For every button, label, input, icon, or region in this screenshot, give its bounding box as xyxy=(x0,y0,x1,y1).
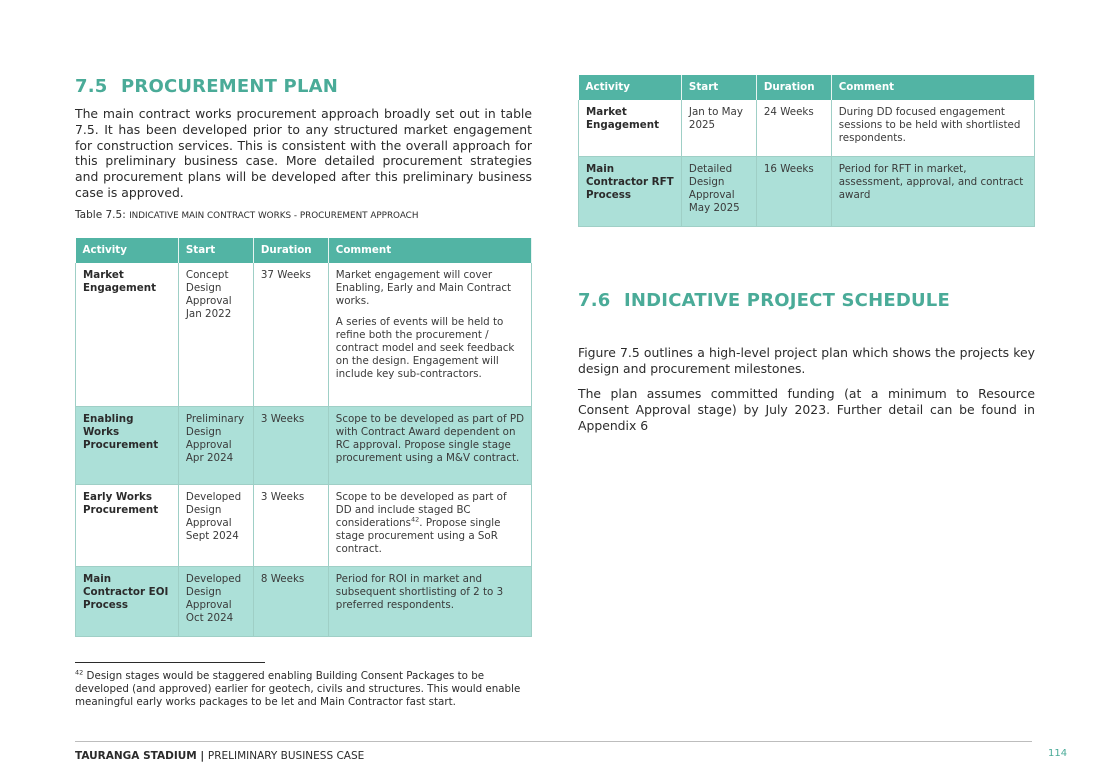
cell-comment: Scope to be developed as part of PD with Contract Award dependent on RC approval. Propose single stage procurement using a M&V contract. xyxy=(328,406,531,484)
table-row xyxy=(76,566,532,636)
header-duration: Duration xyxy=(756,75,831,100)
footer-doc: PRELIMINARY BUSINESS CASE xyxy=(207,750,365,762)
cell-duration: 3 Weeks xyxy=(253,484,328,566)
comment-paragraph: Market engagement will cover Enabling, Early and Main Contract works. xyxy=(335,269,512,307)
table-row xyxy=(76,263,532,406)
cell-duration: 37 Weeks xyxy=(253,263,328,406)
cell-activity: Enabling Works Procurement xyxy=(76,406,179,484)
comment-text: . Propose single stage procurement using a SoR contract. xyxy=(335,516,501,555)
cell-activity: Main Contractor RFT Process xyxy=(579,156,682,226)
header-comment: Comment xyxy=(328,238,531,263)
footer-separator: | xyxy=(196,750,208,762)
table-row xyxy=(76,406,532,484)
table-row xyxy=(76,484,532,566)
table-caption xyxy=(75,209,535,221)
cell-activity: Early Works Procurement xyxy=(76,484,179,566)
cell-comment xyxy=(328,263,531,406)
schedule-paragraph-1: Figure 7.5 outlines a high-level project plan which shows the projects key design and procurement milestones. xyxy=(578,345,1035,376)
section-number: 7.5 xyxy=(75,76,108,97)
cell-duration: 24 Weeks xyxy=(756,100,831,156)
procurement-table-left xyxy=(75,238,532,637)
cell-start: Concept Design Approval Jan 2022 xyxy=(178,263,253,406)
section-7-5-heading xyxy=(75,76,338,97)
cell-comment: Period for RFT in market, assessment, approval, and contract award xyxy=(831,156,1034,226)
header-activity: Activity xyxy=(579,75,682,100)
procurement-table-right xyxy=(578,75,1035,227)
cell-activity: Market Engagement xyxy=(76,263,179,406)
page-number: 114 xyxy=(1048,748,1068,759)
procurement-paragraph: The main contract works procurement approach broadly set out in table 7.5. It has been developed prior to any structured market engagement for construction services. This is consistent with the overall approach for this preliminary business case. More detailed procurement strategies and procurement plans will be developed after this preliminary business case is approved. xyxy=(75,106,532,200)
cell-activity: Market Engagement xyxy=(579,100,682,156)
header-activity: Activity xyxy=(76,238,179,263)
section-title: INDICATIVE PROJECT SCHEDULE xyxy=(624,290,950,311)
cell-activity: Main Contractor EOI Process xyxy=(76,566,179,636)
cell-duration: 3 Weeks xyxy=(253,406,328,484)
cell-comment: During DD focused engagement sessions to be held with shortlisted respondents. xyxy=(831,100,1034,156)
table-header-row xyxy=(76,238,532,263)
table-caption-prefix: Table 7.5: xyxy=(75,209,130,221)
comment-paragraph: A series of events will be held to refine both the procurement / contract model and seek feedback on the design. Engagement will include key sub-contractors. xyxy=(335,316,515,380)
footer-document-title xyxy=(75,750,364,762)
header-comment: Comment xyxy=(831,75,1034,100)
footer-rule xyxy=(75,741,1032,742)
section-number: 7.6 xyxy=(578,290,611,311)
section-title: PROCUREMENT PLAN xyxy=(121,76,339,97)
footnote-reference: 42 xyxy=(411,515,420,524)
cell-duration: 8 Weeks xyxy=(253,566,328,636)
comment-text: Scope to be developed as part of DD and include staged BC considerations xyxy=(335,490,507,529)
cell-duration: 16 Weeks xyxy=(756,156,831,226)
footnote-marker: 42 xyxy=(75,668,84,677)
cell-comment xyxy=(328,484,531,566)
section-7-6-heading xyxy=(578,290,950,311)
cell-start: Developed Design Approval Oct 2024 xyxy=(178,566,253,636)
cell-start: Preliminary Design Approval Apr 2024 xyxy=(178,406,253,484)
header-duration: Duration xyxy=(253,238,328,263)
cell-start: Detailed Design Approval May 2025 xyxy=(681,156,756,226)
table-caption-text: INDICATIVE MAIN CONTRACT WORKS - PROCUREMENT APPROACH xyxy=(129,211,419,221)
header-start: Start xyxy=(178,238,253,263)
footer-org: TAURANGA STADIUM xyxy=(75,750,197,762)
cell-start: Jan to May 2025 xyxy=(681,100,756,156)
cell-start: Developed Design Approval Sept 2024 xyxy=(178,484,253,566)
table-header-row xyxy=(579,75,1035,100)
header-start: Start xyxy=(681,75,756,100)
table-row xyxy=(579,156,1035,226)
footnote-text: Design stages would be staggered enabling Building Consent Packages to be developed (and approved) earlier for geotech, civils and structures. This would enable meaningful early works packages to be let and Main Contractor fast start. xyxy=(75,670,521,708)
cell-comment: Period for ROI in market and subsequent shortlisting of 2 to 3 preferred respondents. xyxy=(328,566,531,636)
table-row xyxy=(579,100,1035,156)
schedule-paragraph-2: The plan assumes committed funding (at a minimum to Resource Consent Approval stage) by July 2023. Further detail can be found in Appendix 6 xyxy=(578,386,1035,433)
footnote-separator xyxy=(75,662,265,663)
footnote xyxy=(75,670,537,709)
